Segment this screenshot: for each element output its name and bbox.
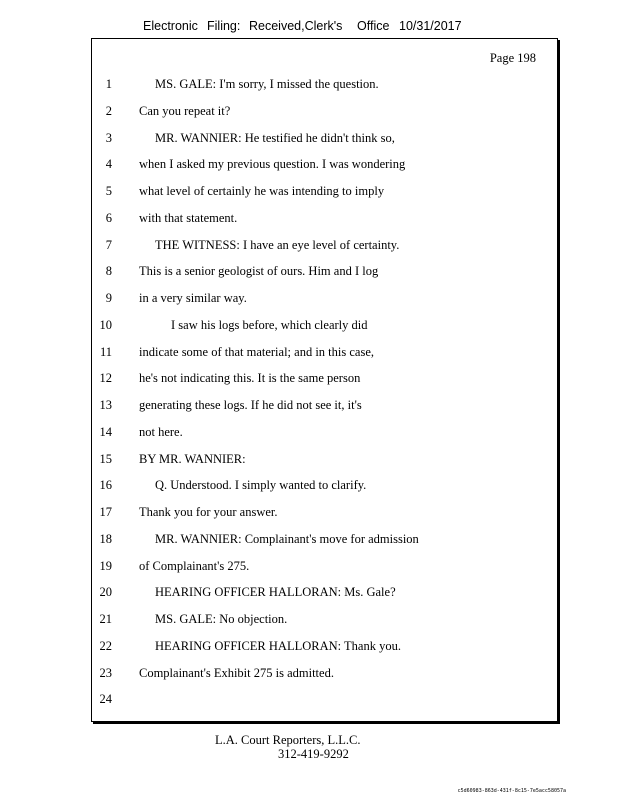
line-text: HEARING OFFICER HALLORAN: Ms. Gale? [155,585,396,600]
transcript-line [92,318,557,336]
line-number: 12 [99,371,112,386]
line-text: generating these logs. If he did not see it, it's [139,398,362,412]
line-text: in a very similar way. [139,291,247,305]
line-text: what level of certainly he was intending to imply [139,184,385,198]
transcript-line [92,452,557,470]
line-number: 1 [105,77,112,91]
line-text: indicate some of that material; and in this case, [139,344,374,359]
line-number: 5 [105,184,112,198]
filing-stamp-header [0,19,618,37]
line-number: 6 [105,210,112,225]
line-number: 11 [99,344,112,359]
footer-company: L.A. Court Reporters, L.L.C. [215,733,361,747]
line-text: not here. [139,424,183,439]
line-text: when I asked my previous question. I was wondering [139,157,406,172]
header-received: Received,Clerk's [249,19,343,33]
transcript-line [92,505,557,523]
transcript-line [92,238,557,256]
line-text: Thank you for your answer. [139,505,278,519]
transcript-line [92,639,557,657]
line-number: 16 [99,478,112,493]
transcript-line [92,157,557,175]
transcript-line [92,131,557,149]
line-text: This is a senior geologist of ours. Him and I log [139,264,379,279]
transcript-line [92,612,557,630]
transcript-line [92,532,557,550]
line-number: 4 [105,157,112,172]
line-number: 15 [99,451,112,466]
line-text: THE WITNESS: I have an eye level of certainty. [155,237,400,252]
line-number: 8 [105,264,112,279]
transcript-line [92,211,557,229]
footer-phone: 312-419-9292 [278,747,349,761]
line-number: 14 [99,424,112,439]
transcript-line [92,345,557,363]
line-text: MS. GALE: No objection. [155,612,288,626]
transcript-page [91,38,558,722]
line-text: Q. Understood. I simply wanted to clarify. [155,478,367,493]
transcript-line [92,104,557,122]
line-number: 9 [105,291,112,305]
transcript-line [92,585,557,603]
transcript-line [92,291,557,309]
line-number: 19 [99,558,112,573]
line-text: he's not indicating this. It is the same person [139,371,361,386]
transcript-line [92,398,557,416]
line-text: of Complainant's 275. [139,558,250,573]
line-number: 7 [105,237,112,252]
document-id: c5d60983-863d-431f-8c15-7e5acc58057a [457,788,566,794]
transcript-line [92,666,557,684]
transcript-line [92,478,557,496]
line-number: 10 [99,317,112,332]
line-number: 21 [99,612,112,626]
line-text: HEARING OFFICER HALLORAN: Thank you. [155,638,401,653]
line-text: with that statement. [139,210,238,225]
transcript-line [92,425,557,443]
line-text: MS. GALE: I'm sorry, I missed the question. [155,77,379,91]
line-text: MR. WANNIER: He testified he didn't think so, [155,130,395,145]
line-text: Can you repeat it? [139,103,231,118]
transcript-line [92,371,557,389]
header-electronic: Electronic [143,19,198,33]
line-text: MR. WANNIER: Complainant's move for admission [155,531,419,546]
transcript-line [92,559,557,577]
line-number: 3 [105,130,112,145]
line-number: 24 [99,692,112,707]
line-text: BY MR. WANNIER: [139,451,246,466]
line-number: 2 [105,103,112,118]
line-number: 23 [99,665,112,680]
line-number: 22 [99,638,112,653]
transcript-line [92,264,557,282]
line-number: 13 [99,398,112,412]
line-number: 20 [99,585,112,600]
transcript-line [92,184,557,202]
transcript-line [92,692,557,710]
header-filing: Filing: [207,19,241,33]
line-number: 18 [99,531,112,546]
line-text: I saw his logs before, which clearly did [171,317,368,332]
transcript-line [92,77,557,95]
line-text: Complainant's Exhibit 275 is admitted. [139,665,334,680]
page-number: Page 198 [489,51,536,65]
header-date: 10/31/2017 [399,19,462,33]
header-office: Office [357,19,390,33]
line-number: 17 [99,505,112,519]
